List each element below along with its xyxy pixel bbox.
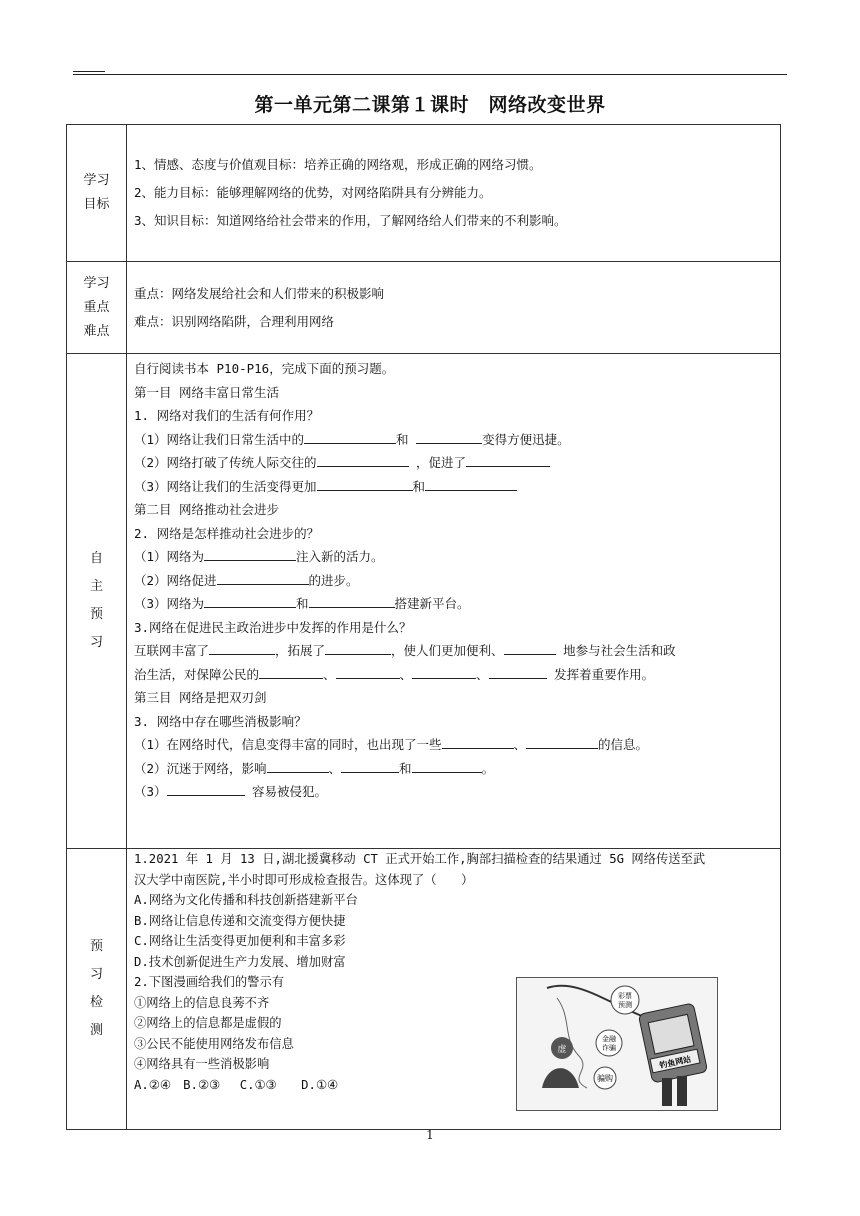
check-row bbox=[67, 849, 781, 1130]
option-b[interactable]: B.网络让信息传递和交流变得方便快捷 bbox=[134, 913, 346, 928]
question: 3.网络在促进民主政治进步中发挥的作用是什么？ bbox=[134, 619, 412, 635]
key-item: 重点：网络发展给社会和人们带来的积极影响 bbox=[134, 285, 385, 301]
label-line: 学习 bbox=[83, 275, 110, 291]
bubble-text: 诈骗 bbox=[602, 1044, 616, 1052]
question: 2. 网络是怎样推动社会进步的？ bbox=[134, 525, 320, 541]
section-title: 第三目 网络是把双刃剑 bbox=[134, 690, 267, 705]
page-number: 1 bbox=[426, 1128, 434, 1142]
answer-blank[interactable] bbox=[217, 570, 309, 585]
key-body bbox=[127, 262, 781, 354]
text: ，拓展了 bbox=[275, 643, 326, 658]
preview-intro: 自行阅读书本 P10-P16，完成下面的预习题。 bbox=[134, 361, 395, 376]
option-d[interactable]: D.技术创新促进生产力发展、增加财富 bbox=[134, 954, 346, 969]
answer-blank[interactable] bbox=[259, 664, 323, 679]
text: （2）网络打破了传统人际交往的 bbox=[134, 455, 317, 470]
answer-blank[interactable] bbox=[442, 734, 514, 749]
section-title: 第二目 网络推动社会进步 bbox=[134, 502, 280, 517]
text: 的进步。 bbox=[308, 572, 359, 588]
preview-body bbox=[127, 354, 781, 849]
question-line bbox=[134, 639, 780, 663]
text: 和 bbox=[396, 431, 417, 447]
goals-row bbox=[67, 125, 781, 262]
label-line: 自 bbox=[89, 551, 103, 566]
text: 。 bbox=[481, 760, 495, 776]
statement: ①网络上的信息良莠不齐 bbox=[134, 995, 270, 1010]
bubble-text: 虚 bbox=[557, 1045, 567, 1055]
label-line: 难点 bbox=[83, 323, 110, 339]
section-title: 第一目 网络丰富日常生活 bbox=[134, 384, 280, 400]
question: 3. 网络中存在哪些消极影响？ bbox=[134, 713, 307, 729]
question-line bbox=[134, 428, 780, 452]
answer-blank[interactable] bbox=[412, 664, 476, 679]
leg bbox=[662, 1078, 672, 1106]
text: （1）网络让我们日常生活中的 bbox=[134, 431, 305, 447]
text: （3）网络为 bbox=[134, 596, 205, 611]
answer-blank[interactable] bbox=[317, 476, 413, 491]
question-line bbox=[134, 733, 780, 757]
question-line bbox=[134, 663, 780, 687]
text: 、 bbox=[399, 666, 413, 682]
label-line: 习 bbox=[89, 967, 103, 982]
text: 、 bbox=[476, 666, 489, 682]
answer-blank[interactable] bbox=[204, 546, 296, 561]
header-mark bbox=[73, 71, 105, 72]
goals-body bbox=[127, 125, 781, 262]
text: 、 bbox=[513, 737, 527, 752]
person-body bbox=[542, 1068, 579, 1088]
question-line bbox=[134, 545, 780, 569]
text: 治生活，对保障公民的 bbox=[134, 666, 260, 682]
text: （3） bbox=[134, 784, 167, 799]
answer-blank[interactable] bbox=[466, 452, 550, 467]
check-body bbox=[127, 849, 781, 1130]
text: （2）网络促进 bbox=[134, 572, 217, 588]
label-line: 目标 bbox=[83, 197, 110, 212]
text: 和 bbox=[296, 596, 309, 611]
answer-blank[interactable] bbox=[209, 640, 275, 655]
sign-text: 钓鱼网站 bbox=[658, 1054, 692, 1071]
label-line: 检 bbox=[89, 995, 103, 1010]
header-rule bbox=[73, 74, 787, 75]
text: （3）网络让我们的生活变得更加 bbox=[134, 478, 317, 494]
text: 互联网丰富了 bbox=[134, 643, 210, 658]
key-label bbox=[67, 262, 127, 354]
question-line bbox=[134, 475, 780, 499]
label-line: 主 bbox=[89, 579, 103, 594]
question-line bbox=[134, 592, 780, 616]
answer-blank[interactable] bbox=[336, 664, 400, 679]
statement: ③公民不能使用网络发布信息 bbox=[134, 1036, 294, 1051]
goal-item: 1、情感、态度与价值观目标：培养正确的网络观，形成正确的网络习惯。 bbox=[134, 157, 542, 172]
text: （1）网络为 bbox=[134, 549, 205, 564]
statement: ④网络具有一些消极影响 bbox=[134, 1057, 270, 1071]
answer-blank[interactable] bbox=[341, 758, 399, 773]
bubble bbox=[611, 986, 639, 1014]
text: 发挥着重要作用。 bbox=[546, 666, 655, 682]
text: 的信息。 bbox=[598, 737, 649, 752]
label-line: 习 bbox=[89, 635, 103, 650]
goal-item: 2、能力目标：能够理解网络的优势，对网络陷阱具有分辨能力。 bbox=[134, 185, 492, 200]
question: 1.2021 年 1 月 13 日,湖北援冀移动 CT 正式开始工作,胸部扫描检查的结果通过 5G 网络传送至武 bbox=[134, 852, 706, 866]
answer-blank[interactable] bbox=[412, 758, 482, 773]
text: 、 bbox=[328, 760, 342, 776]
goals-label bbox=[67, 125, 127, 262]
question-line bbox=[134, 757, 780, 781]
option-c[interactable]: C.网络让生活变得更加便利和丰富多彩 bbox=[134, 934, 346, 948]
answer-blank[interactable] bbox=[167, 781, 245, 796]
text: 搭建新平台。 bbox=[394, 596, 470, 611]
bubble-text: 彩票 bbox=[618, 992, 632, 1000]
label-line: 重点 bbox=[83, 299, 110, 315]
statement: ②网络上的信息都是虚假的 bbox=[134, 1016, 282, 1030]
answer-blank[interactable] bbox=[489, 664, 547, 679]
preview-row bbox=[67, 354, 781, 849]
text: ，使人们更加便利、 bbox=[391, 643, 504, 658]
bubble bbox=[596, 1030, 622, 1056]
answer-options[interactable]: A.②④ B.②③ C.①③ D.①④ bbox=[134, 1077, 339, 1092]
page-title: 第一单元第二课第１课时 网络改变世界 bbox=[254, 94, 606, 116]
text: （1）在网络时代，信息变得丰富的同时，也出现了一些 bbox=[134, 737, 442, 752]
text: 容易被侵犯。 bbox=[244, 784, 328, 799]
preview-label bbox=[67, 354, 127, 849]
text: 和 bbox=[412, 478, 426, 494]
question-line bbox=[134, 451, 780, 475]
question: 汉大学中南医院,半小时即可形成检查报告。这体现了（ ） bbox=[134, 872, 474, 887]
question-line bbox=[134, 780, 780, 804]
check-label bbox=[67, 849, 127, 1130]
answer-blank[interactable] bbox=[317, 452, 409, 467]
check-content bbox=[134, 849, 780, 1129]
label-line: 学习 bbox=[83, 173, 110, 188]
answer-blank[interactable] bbox=[425, 476, 517, 491]
text: 地参与社会生活和政 bbox=[555, 643, 676, 658]
goal-item: 3、知识目标：知道网络给社会带来的作用，了解网络给人们带来的不利影响。 bbox=[134, 213, 567, 228]
text: 注入新的活力。 bbox=[296, 549, 384, 564]
answer-blank[interactable] bbox=[504, 640, 556, 655]
text: 变得方便迅捷。 bbox=[482, 431, 570, 447]
bubble-text: 骗购 bbox=[597, 1074, 613, 1083]
text: 、 bbox=[323, 666, 336, 682]
leg bbox=[677, 1076, 687, 1106]
text: （2）沉迷于网络，影响 bbox=[134, 760, 267, 776]
label-line: 预 bbox=[89, 939, 103, 954]
cartoon-image bbox=[516, 977, 718, 1111]
lesson-table bbox=[66, 124, 781, 1130]
answer-blank[interactable] bbox=[416, 429, 482, 444]
answer-blank[interactable] bbox=[526, 734, 598, 749]
text: ，促进了 bbox=[408, 455, 467, 470]
answer-blank[interactable] bbox=[325, 640, 391, 655]
cartoon-drawing bbox=[517, 978, 717, 1110]
option-a[interactable]: A.网络为文化传播和科技创新搭建新平台 bbox=[134, 893, 358, 907]
answer-blank[interactable] bbox=[309, 593, 395, 608]
label-line: 测 bbox=[89, 1023, 103, 1038]
question: 2.下图漫画给我们的警示有 bbox=[134, 975, 285, 989]
question-line bbox=[134, 569, 780, 593]
bubble-text: 金融 bbox=[602, 1035, 616, 1043]
answer-blank[interactable] bbox=[204, 593, 296, 608]
question: 1. 网络对我们的生活有何作用？ bbox=[134, 408, 320, 423]
answer-blank[interactable] bbox=[267, 758, 329, 773]
text: 和 bbox=[399, 760, 412, 776]
label-line: 预 bbox=[89, 607, 103, 622]
key-row bbox=[67, 262, 781, 354]
key-item: 难点：识别网络陷阱，合理利用网络 bbox=[134, 313, 335, 329]
answer-blank[interactable] bbox=[304, 429, 396, 444]
bubble-text: 预测 bbox=[618, 1001, 632, 1009]
